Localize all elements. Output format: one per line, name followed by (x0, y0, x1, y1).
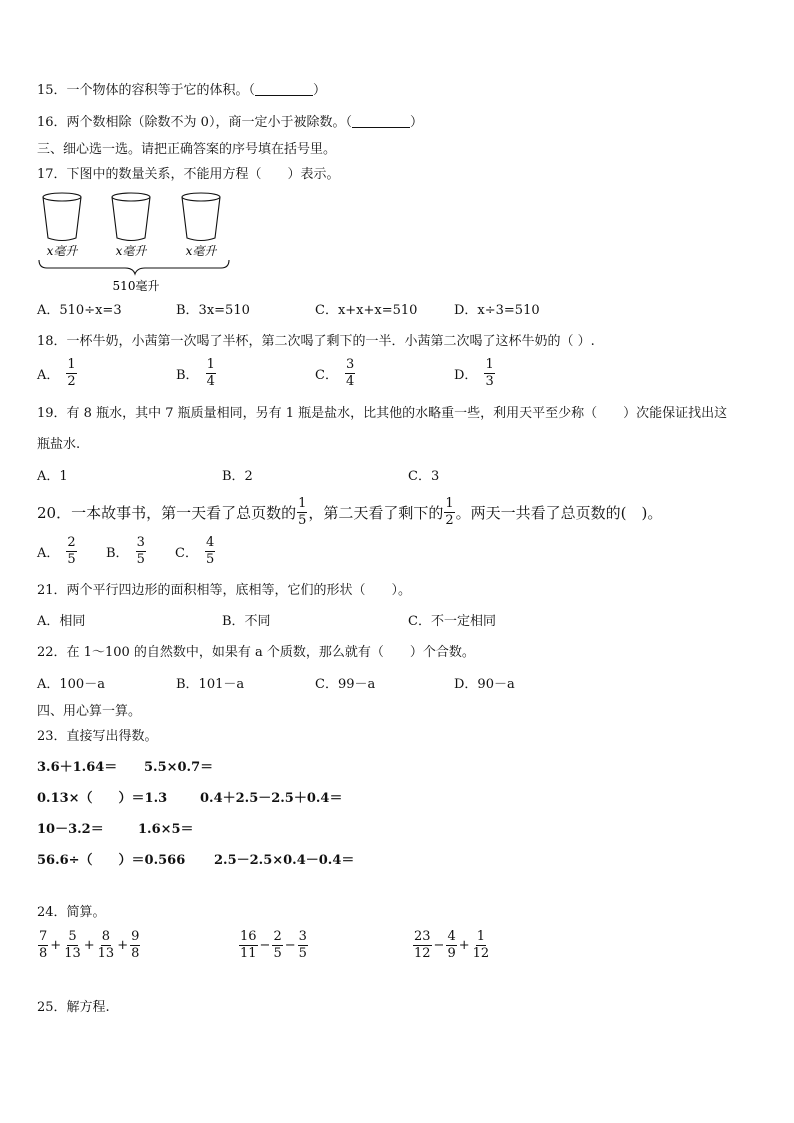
fraction: $\frac{1}{2}$ (445, 496, 454, 528)
option-label: D． (454, 368, 478, 383)
option-c[interactable] (315, 358, 356, 389)
simplify-expression-3 (412, 930, 491, 961)
option-c[interactable]: C．x+x+x=510 (315, 303, 418, 318)
option-c[interactable]: C．3 (408, 469, 440, 484)
question-20-part1: 20．一本故事书，第一天看了总页数的 (37, 504, 297, 522)
option-b[interactable]: B．2 (222, 469, 253, 484)
fraction: $\frac{1}{4}$ (206, 357, 215, 389)
option-c[interactable]: C．不一定相同 (408, 614, 496, 629)
cups-diagram (33, 188, 243, 298)
question-19-line1: 19．有 8 瓶水，其中 7 瓶质量相同，另有 1 瓶是盐水，比其他的水略重一些，利用天平至少称（ ）次能保证找出这 (37, 406, 728, 421)
answer-blank[interactable] (352, 114, 410, 128)
question-17-text: 17．下图中的数量关系，不能用方程（ ）表示。 (37, 167, 340, 182)
calc-item: 3.6＋1.64＝ (37, 760, 118, 775)
option-b[interactable]: B．101－a (176, 677, 245, 692)
cup-icon (182, 193, 220, 241)
simplify-expression-1 (37, 930, 141, 961)
fraction: $\frac{7}{8}$ (39, 929, 48, 961)
question-15 (37, 82, 326, 100)
calc-item: 10－3.2＝ (37, 822, 104, 837)
fraction: $\frac{2}{5}$ (273, 929, 282, 961)
option-a[interactable]: A．100－a (37, 677, 105, 692)
option-b[interactable] (106, 536, 147, 567)
question-25-text: 25．解方程. (37, 1000, 110, 1015)
option-c[interactable] (175, 536, 216, 567)
option-label: B． (106, 546, 129, 561)
question-24-text: 24．简算。 (37, 905, 106, 920)
option-d[interactable]: D．90－a (454, 677, 515, 692)
question-19-line2: 瓶盐水. (37, 437, 81, 452)
total-brace (39, 260, 229, 274)
question-16-text: 16．两个数相除（除数不为 0），商一定小于被除数。（ (37, 115, 352, 130)
fraction: $\frac{23}{12}$ (414, 929, 431, 961)
operator: + (50, 938, 62, 953)
fraction: $\frac{5}{13}$ (64, 929, 81, 961)
option-label: C． (315, 368, 338, 383)
question-21-text: 21．两个平行四边形的面积相等，底相等，它们的形状（ ）。 (37, 583, 412, 598)
question-18-text: 18．一杯牛奶，小茜第一次喝了半杯，第二次喝了剩下的一半．小茜第二次喝了这杯牛奶的（ ）. (37, 334, 595, 349)
calc-item: 5.5×0.7＝ (144, 760, 214, 775)
question-23-text: 23．直接写出得数。 (37, 729, 158, 744)
option-a[interactable] (37, 358, 78, 389)
fraction: $\frac{16}{11}$ (240, 929, 257, 961)
option-label: A． (37, 546, 60, 561)
calc-item: 56.6÷（ ）＝0.566 (37, 853, 186, 868)
fraction: $\frac{1}{12}$ (472, 929, 490, 961)
question-15-text: 15．一个物体的容积等于它的体积。（ (37, 83, 256, 98)
operator: − (259, 938, 271, 953)
cup-icon (43, 193, 81, 241)
option-d[interactable] (454, 358, 496, 389)
fraction: $\frac{2}{5}$ (67, 535, 76, 567)
option-b[interactable]: B．3x=510 (176, 303, 250, 318)
fraction: $\frac{1}{2}$ (67, 357, 76, 389)
cup-label: x毫升 (115, 244, 147, 258)
cup-icon (112, 193, 150, 241)
fraction: $\frac{4}{5}$ (205, 535, 215, 567)
cup-label: x毫升 (46, 244, 78, 258)
fraction: $\frac{3}{4}$ (345, 357, 355, 389)
answer-blank[interactable] (255, 82, 313, 96)
fraction: $\frac{4}{9}$ (447, 929, 456, 961)
calc-item: 1.6×5＝ (138, 822, 194, 837)
operator: + (83, 938, 95, 953)
question-20 (37, 497, 662, 528)
question-22-text: 22．在 1～100 的自然数中，如果有 a 个质数，那么就有（ ）个合数。 (37, 645, 475, 660)
calc-item: 2.5－2.5×0.4－0.4＝ (214, 853, 355, 868)
option-label: C． (175, 546, 198, 561)
option-a[interactable]: A．相同 (37, 614, 86, 629)
fraction: $\frac{1}{5}$ (298, 496, 307, 528)
option-label: B． (176, 368, 199, 383)
fraction: $\frac{1}{3}$ (485, 357, 494, 389)
operator: + (458, 938, 470, 953)
calc-item: 0.13×（ ）＝1.3 (37, 791, 168, 806)
fraction: $\frac{3}{5}$ (298, 929, 307, 961)
question-20-part3: 。两天一共看了总页数的( )。 (455, 504, 663, 522)
option-a[interactable]: A．510÷x=3 (37, 303, 122, 318)
option-a[interactable]: A．1 (37, 469, 68, 484)
simplify-expression-2 (238, 930, 309, 961)
option-b[interactable]: B．不同 (222, 614, 271, 629)
operator: − (433, 938, 445, 953)
total-label: 510毫升 (112, 279, 160, 293)
question-16 (37, 114, 423, 132)
close-paren: ） (409, 115, 423, 130)
cup-label: x毫升 (185, 244, 217, 258)
option-a[interactable] (37, 536, 78, 567)
section-4-heading: 四、用心算一算。 (37, 704, 142, 719)
fraction: $\frac{8}{13}$ (97, 929, 115, 961)
fraction: $\frac{3}{5}$ (136, 535, 145, 567)
close-paren: ） (313, 83, 327, 98)
option-b[interactable] (176, 358, 217, 389)
operator: − (284, 938, 296, 953)
option-label: A． (37, 368, 60, 383)
section-3-heading: 三、细心选一选。请把正确答案的序号填在括号里。 (37, 142, 337, 157)
option-d[interactable]: D．x÷3=510 (454, 303, 540, 318)
operator: + (117, 938, 129, 953)
calc-item: 0.4＋2.5－2.5＋0.4＝ (200, 791, 343, 806)
option-c[interactable]: C．99－a (315, 677, 376, 692)
question-20-part2: ，第二天看了剩下的 (308, 504, 444, 522)
fraction: $\frac{9}{8}$ (131, 929, 140, 961)
